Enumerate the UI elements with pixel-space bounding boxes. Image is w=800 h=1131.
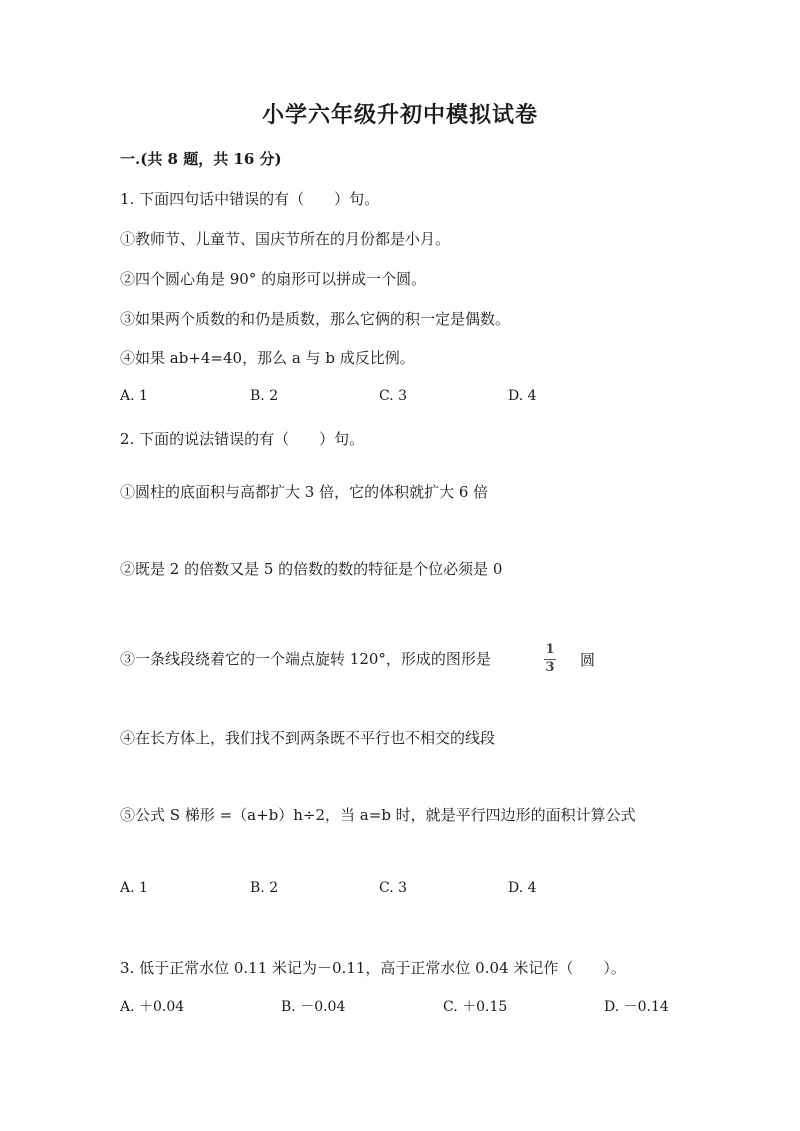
question-1-option-c: C. 3 <box>379 388 408 404</box>
question-2-statement-4: ④在长方体上，我们找不到两条既不平行也不相交的线段 <box>120 729 496 747</box>
fraction-numerator: 1 <box>545 642 555 657</box>
question-2-option-d: D. 4 <box>508 880 537 896</box>
question-1-statement-2: ②四个圆心角是 90° 的扇形可以拼成一个圆。 <box>120 270 427 288</box>
question-2-statement-2: ②既是 2 的倍数又是 5 的倍数的数的特征是个位必须是 0 <box>120 560 503 578</box>
question-2-statement-5: ⑤公式 S 梯形 =（a+b）h÷2，当 a=b 时，就是平行四边形的面积计算公式 <box>120 806 636 824</box>
question-3-option-d: D. －0.14 <box>604 999 669 1015</box>
question-3-option-c: C. ＋0.15 <box>443 999 508 1015</box>
question-1-statement-3: ③如果两个质数的和仍是质数，那么它俩的积一定是偶数。 <box>120 310 511 328</box>
question-2-statement-3-suffix: 圆 <box>580 651 596 669</box>
section-heading: 一.(共 8 题，共 16 分) <box>120 150 282 168</box>
question-1-option-b: B. 2 <box>250 388 279 404</box>
question-1-option-a: A. 1 <box>120 388 148 404</box>
question-2-statement-3: ③一条线段绕着它的一个端点旋转 120°，形成的图形是 <box>120 650 491 668</box>
question-3-option-b: B. －0.04 <box>281 999 346 1015</box>
fraction-one-third <box>541 643 559 675</box>
question-3-option-a: A. ＋0.04 <box>120 999 185 1015</box>
question-2-option-a: A. 1 <box>120 880 148 896</box>
fraction-denominator: 3 <box>545 660 555 675</box>
question-1-statement-1: ①教师节、儿童节、国庆节所在的月份都是小月。 <box>120 230 451 248</box>
question-2-statement-1: ①圆柱的底面积与高都扩大 3 倍，它的体积就扩大 6 倍 <box>120 483 489 501</box>
question-2-option-c: C. 3 <box>379 880 408 896</box>
question-2-option-b: B. 2 <box>250 880 279 896</box>
question-1-stem: 1. 下面四句话中错误的有（ ）句。 <box>120 190 380 208</box>
question-1-statement-4: ④如果 ab+4=40，那么 a 与 b 成反比例。 <box>120 349 415 367</box>
question-1-option-d: D. 4 <box>508 388 537 404</box>
page-title: 小学六年级升初中模拟试卷 <box>261 102 538 128</box>
question-2-stem: 2. 下面的说法错误的有（ ）句。 <box>120 430 365 448</box>
question-3-stem: 3. 低于正常水位 0.11 米记为－0.11，高于正常水位 0.04 米记作（ ）。 <box>120 959 626 977</box>
